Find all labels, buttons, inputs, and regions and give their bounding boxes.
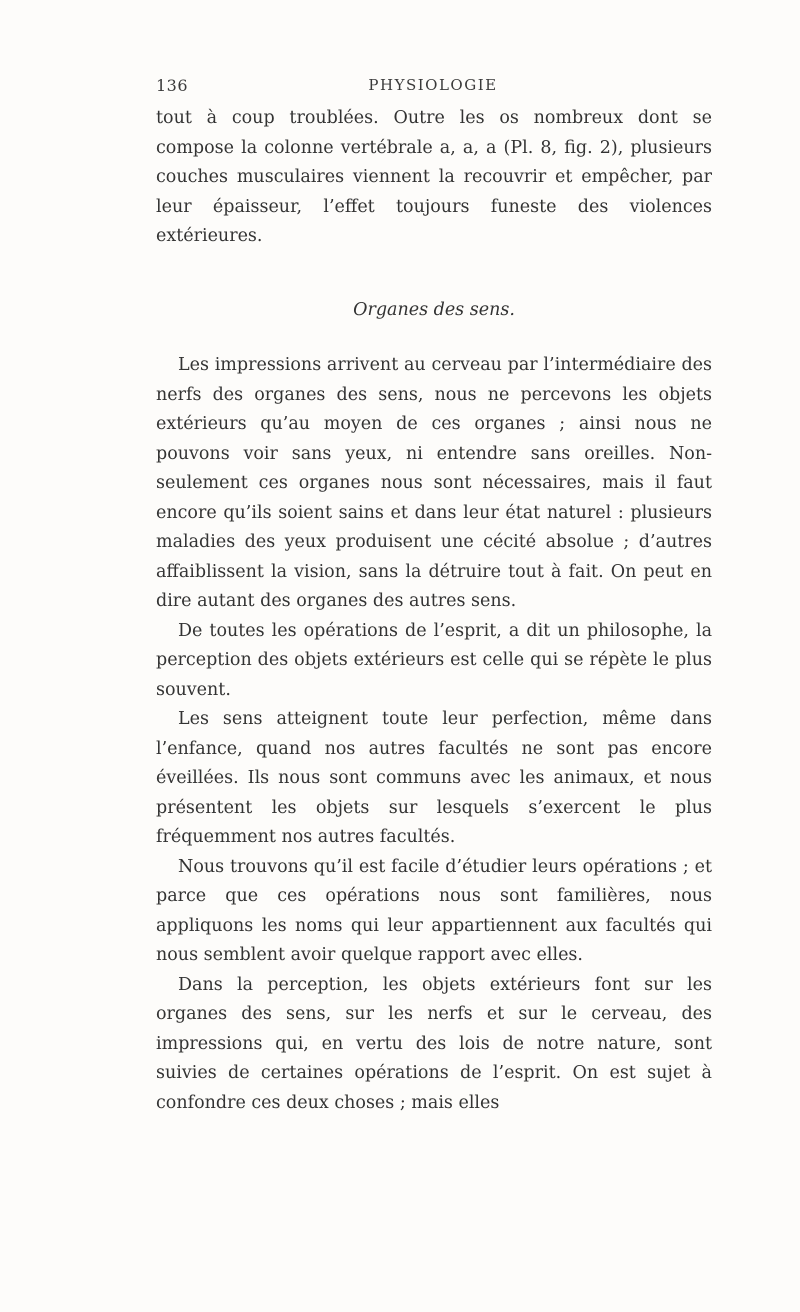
paragraph: De toutes les opérations de l’esprit, a dit un philosophe, la perception des objets extérieurs est celle qui se répète le plus souvent. [156,620,712,700]
running-head [156,76,710,100]
page-number: 136 [156,76,189,95]
section-title: Organes des sens. [353,299,515,320]
paragraph: Nous trouvons qu’il est facile d’étudier leurs opérations ; et parce que ces opérations nous sont familières, nous appliquons les noms qui leur appartiennent aux facultés qui nous semblent avoir quelque rapport avec elles. [156,856,712,965]
paragraph: tout à coup troublées. Outre les os nombreux dont se compose la colonne vertébrale a, a, a (Pl. 8, fig. 2), plusieurs couches musculaires viennent la recouvrir et empêcher, par leur épaisseur, l’effet toujours funeste des violences extérieures. [156,108,712,246]
running-title: PHYSIOLOGIE [368,76,498,94]
paragraph: Les sens atteignent toute leur perfection, même dans l’enfance, quand nos autres facultés ne sont pas encore éveillées. Ils nous sont communs avec les animaux, et nous présentent les objets sur lesquels s’exercent le plus fréquemment nos autres facultés. [156,709,712,847]
body-text [156,104,712,1118]
paragraph: Les impressions arrivent au cerveau par l’intermédiaire des nerfs des organes des sens, nous ne percevons les objets extérieurs qu’au moyen de ces organes ; ainsi nous ne pouvons voir sans yeux, ni entendre sans oreilles. Non-seulement ces organes nous sont nécessaires, mais il faut encore qu’ils soient sains et dans leur état naturel : plusieurs maladies des yeux produisent une cécité absolue ; d’autres affaiblissent la vision, sans la détruire tout à fait. On peut en dire autant des organes des autres sens. [156,355,712,611]
paragraph: Dans la perception, les objets extérieurs font sur les organes des sens, sur les nerfs et sur le cerveau, des impressions qui, en vertu des lois de notre nature, sont suivies de certaines opérations de l’esprit. On est sujet à confondre ces deux choses ; mais elles [156,974,712,1113]
